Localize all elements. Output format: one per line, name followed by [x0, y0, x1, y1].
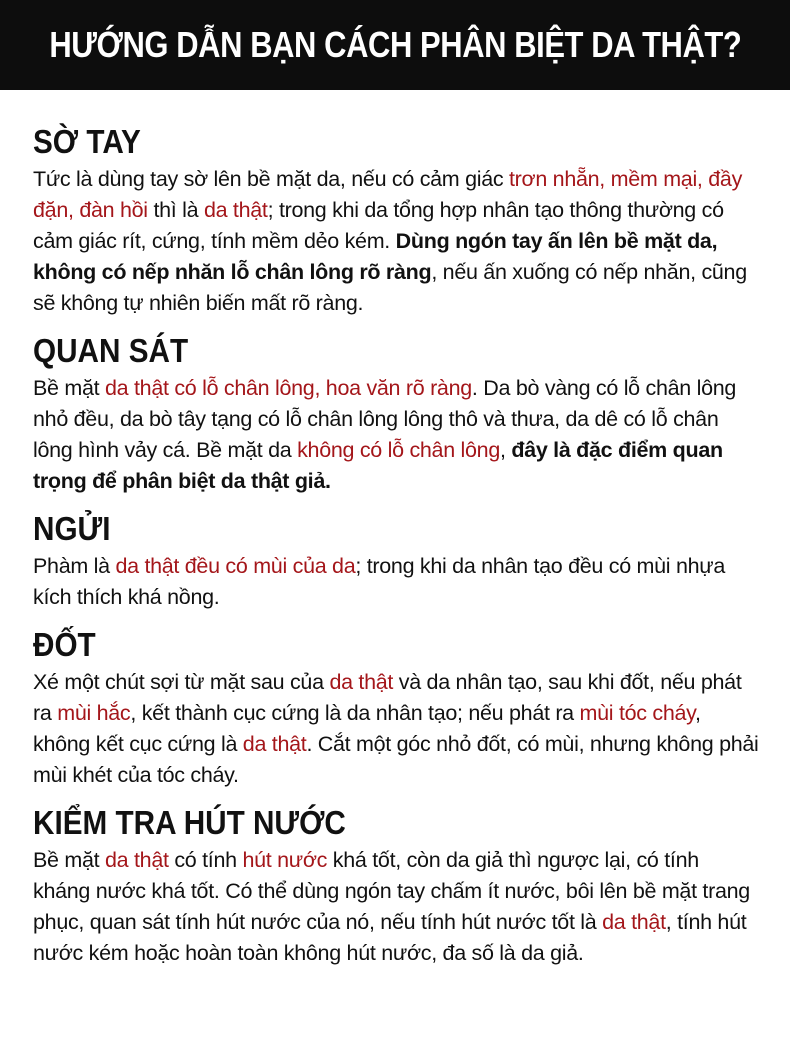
highlight-text: không có lỗ chân lông — [297, 438, 500, 462]
text-run: . Da bò vàng có lỗ chân lông nhỏ đều, da bò tây tạng có lỗ chân lông lông thô và thưa, da dê có lỗ chân lông hình vảy cá. Bề mặt da — [33, 376, 737, 462]
highlight-text: hút nước — [242, 848, 328, 872]
section-paragraph — [33, 845, 761, 969]
highlight-text: da thật — [329, 670, 394, 694]
text-run: và da nhân tạo, sau khi đốt, nếu phát ra — [33, 670, 742, 725]
text-run: , không kết cục cứng là — [33, 701, 701, 756]
text-run: , tính hút nước kém hoặc hoàn toàn không hút nước, đa số là da giả. — [33, 910, 747, 965]
article-body — [33, 122, 761, 981]
section-kiem-tra-hut-nuoc — [33, 803, 761, 969]
highlight-text: da thật — [602, 910, 666, 934]
text-run: , — [500, 438, 512, 462]
text-run: , nếu ấn xuống có nếp nhăn, cũng sẽ không tự nhiên biến mất rõ ràng. — [33, 260, 747, 315]
highlight-text: da thật đều có mùi của da — [115, 554, 356, 578]
highlight-text: mùi tóc cháy — [579, 701, 696, 725]
highlight-text: da thật — [242, 732, 307, 756]
section-dot — [33, 625, 761, 791]
section-paragraph — [33, 551, 761, 613]
section-heading: NGỬI — [33, 510, 111, 547]
section-paragraph — [33, 667, 761, 791]
highlight-text: da thật — [203, 198, 268, 222]
text-run: Xé một chút sợi từ mặt sau của — [33, 670, 330, 694]
page-title: HƯỚNG DẪN BẠN CÁCH PHÂN BIỆT DA THẬT? — [48, 24, 742, 65]
text-run: Bề mặt — [33, 376, 105, 400]
highlight-text: mùi hắc — [57, 701, 131, 725]
section-heading: QUAN SÁT — [33, 332, 189, 369]
bold-text: Dùng ngón tay ấn lên bề mặt da, không có nếp nhăn lỗ chân lông rõ ràng — [33, 229, 718, 284]
text-run: ; trong khi da nhân tạo đều có mùi nhựa kích thích khá nồng. — [33, 554, 726, 609]
section-heading: ĐỐT — [33, 626, 96, 663]
text-run: khá tốt, còn da giả thì ngược lại, có tính kháng nước khá tốt. Có thể dùng ngón tay chấm ít nước, bôi lên bề mặt trang phục, quan sát tính hút nước của nó, nếu tính hút nước tốt là — [33, 848, 750, 934]
highlight-text: da thật — [105, 848, 169, 872]
text-run: Bề mặt — [33, 848, 105, 872]
highlight-text: da thật có lỗ chân lông, hoa văn rõ ràng — [105, 376, 472, 400]
highlight-text: trơn nhẵn, mềm mại, đầy đặn, đàn hồi — [33, 167, 743, 222]
text-run: Phàm là — [33, 554, 116, 578]
section-heading: KIỂM TRA HÚT NƯỚC — [33, 804, 346, 841]
section-quan-sat — [33, 331, 761, 497]
title-banner — [0, 0, 790, 90]
section-paragraph — [33, 373, 761, 497]
bold-text: đây là đặc điểm quan trọng để phân biệt da thật giả. — [33, 438, 723, 493]
section-so-tay — [33, 122, 761, 319]
section-paragraph — [33, 164, 761, 319]
text-run: . Cắt một góc nhỏ đốt, có mùi, nhưng không phải mùi khét của tóc cháy. — [33, 732, 759, 787]
text-run: có tính — [168, 848, 243, 872]
section-heading: SỜ TAY — [33, 123, 141, 160]
section-ngui — [33, 509, 761, 613]
text-run: thì là — [147, 198, 204, 222]
text-run: , kết thành cục cứng là da nhân tạo; nếu phát ra — [130, 701, 580, 725]
text-run: Tức là dùng tay sờ lên bề mặt da, nếu có cảm giác — [33, 167, 509, 191]
text-run: ; trong khi da tổng hợp nhân tạo thông thường có cảm giác rít, cứng, tính mềm dẻo kém. — [33, 198, 724, 253]
